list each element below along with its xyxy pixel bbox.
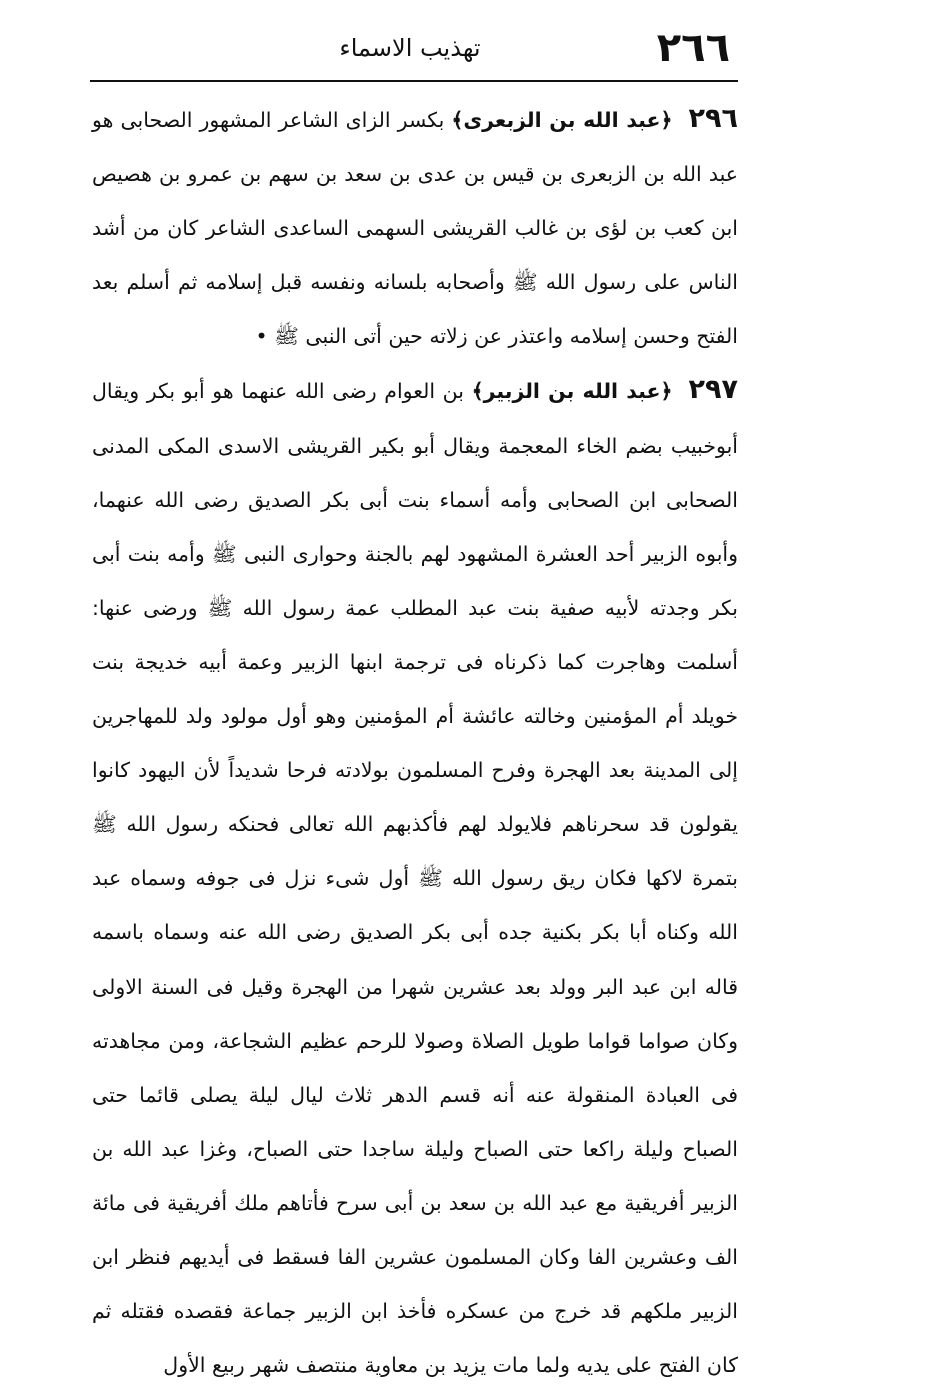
entry-297	[92, 363, 738, 1392]
page-number: ٢٦٦	[656, 25, 730, 71]
entry-number: ٢٩٧	[688, 374, 738, 406]
page-body	[92, 92, 738, 1392]
entry-number: ٢٩٦	[688, 103, 738, 134]
entry-heading: ﴿عبد الله بن الزبير﴾	[471, 379, 673, 404]
entry-heading: ﴿عبد الله بن الزبعرى﴾	[451, 108, 673, 132]
entry-296	[92, 92, 738, 363]
page-header	[90, 22, 730, 78]
entry-text: بكسر الزاى الشاعر المشهور الصحابى هو عبد الله بن الزبعرى بن قيس بن عدى بن سعد بن سهم بن عمرو بن هصيص ابن كعب بن لؤى بن غالب القريشى السهمى الساعدى الشاعر كان من أشد الناس على رسول الله ﷺ وأصحابه بلسانه ونفسه قبل إسلامه ثم أسلم بعد الفتح وحسن إسلامه واعتذر عن زلاته حين أتى النبى ﷺ •	[92, 108, 738, 349]
entry-text: بن العوام رضى الله عنهما هو أبو بكر ويقال أبوخبيب بضم الخاء المعجمة ويقال أبو بكير القريشى الاسدى المكى المدنى الصحابى ابن الصحابى وأمه أسماء بنت أبى بكر الصديق رضى الله عنهما، وأبوه الزبير أحد العشرة المشهود لهم بالجنة وحوارى النبى ﷺ وأمه بنت أبى بكر وجدته لأبيه صفية بنت عبد المطلب عمة رسول الله ﷺ ورضى عنها: أسلمت وهاجرت كما ذكرناه فى ترجمة ابنها الزبير وعمة أبيه خديجة بنت خويلد أم المؤمنين وخالته عائشة أم المؤمنين وهو أول مولود ولد للمهاجرين إلى المدينة بعد الهجرة وفرح المسلمون بولادته فرحا شديداً لأن اليهود كانوا يقولون قد سحرناهم فلايولد لهم فأكذبهم الله تعالى فحنكه رسول الله ﷺ بتمرة لاكها فكان ريق رسول الله ﷺ أول شىء نزل فى جوفه وسماه عبد الله وكناه أبا بكر بكنية جده أبى بكر الصديق رضى الله عنه وسماه باسمه قاله ابن عبد البر وولد بعد عشرين شهرا من الهجرة وقيل فى السنة الاولى وكان صواما قواما طويل الصلاة وصولا للرحم عظيم الشجاعة، ومن مجاهدته فى العبادة المنقولة عنه أنه قسم الدهر ثلاث ليال ليلة يصلى قائما حتى الصباح وليلة راكعا حتى الصباح وليلة ساجدا حتى الصباح، وغزا عبد الله بن الزبير أفريقية مع عبد الله بن سعد بن أبى سرح فأتاهم ملك أفريقية فى مائة الف وعشرين الفا وكان المسلمون عشرين الفا فسقط فى أيديهم فنظر ابن الزبير ملكهم قد خرج من عسكره فأخذ ابن الزبير جماعة فقصده فقتله ثم كان الفتح على يديه ولما مات يزيد بن معاوية منتصف شهر ربيع الأول	[92, 379, 738, 1378]
header-rule	[90, 80, 738, 82]
running-title: تهذيب الاسماء	[339, 34, 481, 62]
